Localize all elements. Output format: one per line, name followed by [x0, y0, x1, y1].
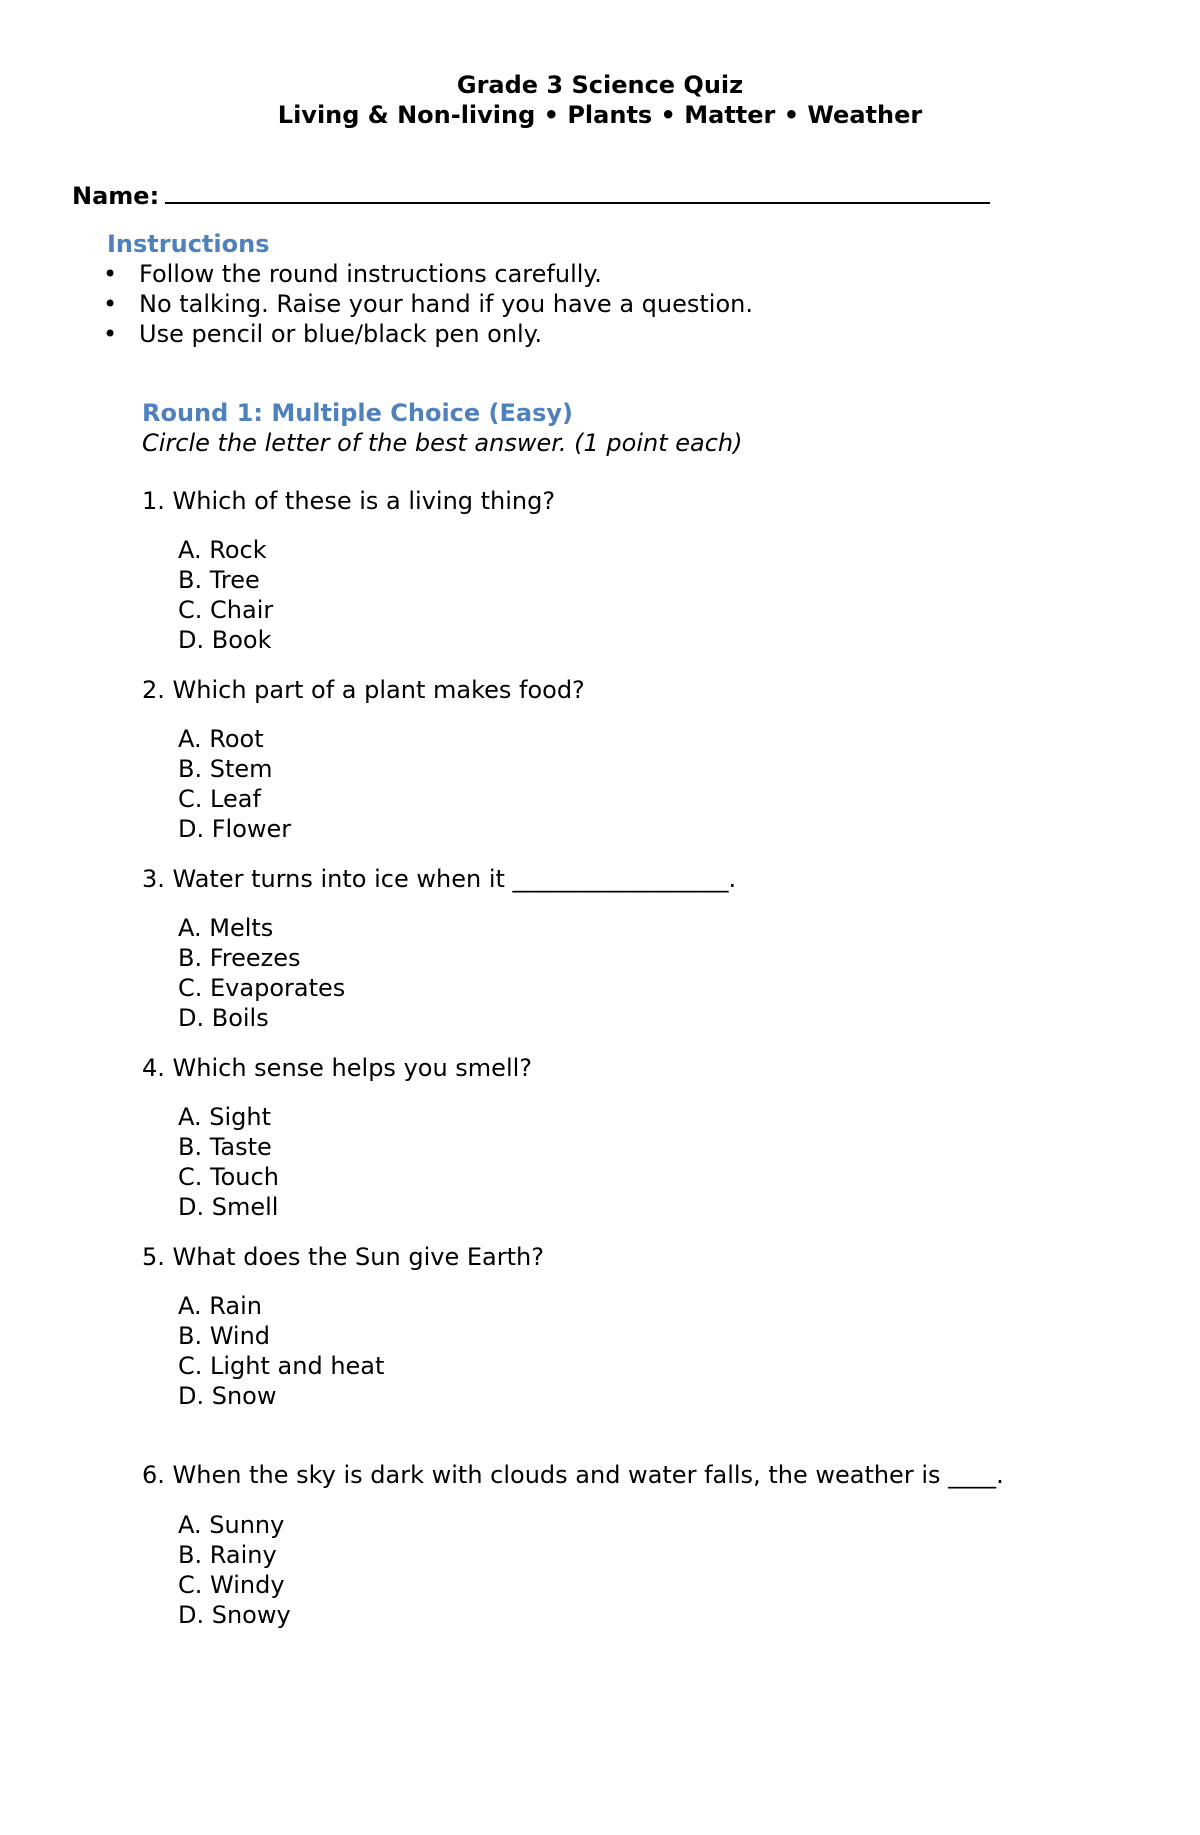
- option[interactable]: A. Sight: [178, 1103, 272, 1131]
- option[interactable]: A. Sunny: [178, 1511, 285, 1539]
- instructions-heading: Instructions: [107, 230, 270, 258]
- option[interactable]: C. Leaf: [178, 785, 261, 813]
- question-1: 1. Which of these is a living thing?: [142, 487, 556, 515]
- instruction-item: • No talking. Raise your hand if you have a question.: [103, 290, 753, 318]
- question-6-options: [178, 1510, 291, 1630]
- option[interactable]: A. Root: [178, 725, 264, 753]
- option[interactable]: D. Flower: [178, 815, 292, 843]
- option[interactable]: C. Light and heat: [178, 1352, 385, 1380]
- option[interactable]: C. Chair: [178, 596, 274, 624]
- instructions-section: [103, 229, 753, 349]
- title-block: [0, 70, 1200, 130]
- bullet-icon: •: [103, 290, 118, 318]
- option[interactable]: B. Tree: [178, 566, 260, 594]
- question-4-options: [178, 1102, 279, 1222]
- option[interactable]: B. Stem: [178, 755, 273, 783]
- question-3: 3. Water turns into ice when it __________________.: [142, 865, 737, 893]
- option[interactable]: D. Snow: [178, 1382, 277, 1410]
- name-blank[interactable]: [165, 180, 990, 204]
- bullet-icon: •: [103, 320, 118, 348]
- question-4: 4. Which sense helps you smell?: [142, 1054, 533, 1082]
- round1-header: [142, 398, 1142, 458]
- instruction-item: • Follow the round instructions carefully.: [103, 260, 602, 288]
- bullet-icon: •: [103, 260, 118, 288]
- instruction-item: • Use pencil or blue/black pen only.: [103, 320, 543, 348]
- option[interactable]: D. Smell: [178, 1193, 279, 1221]
- option[interactable]: C. Evaporates: [178, 974, 346, 1002]
- option[interactable]: A. Rain: [178, 1292, 262, 1320]
- question-6: 6. When the sky is dark with clouds and water falls, the weather is ____.: [142, 1461, 1004, 1489]
- option[interactable]: A. Rock: [178, 536, 267, 564]
- option[interactable]: C. Windy: [178, 1571, 285, 1599]
- option[interactable]: B. Taste: [178, 1133, 272, 1161]
- option[interactable]: D. Snowy: [178, 1601, 291, 1629]
- quiz-subtitle: Living & Non-living • Plants • Matter • Weather: [277, 101, 923, 129]
- question-5-options: [178, 1291, 384, 1411]
- name-label: Name:: [72, 182, 160, 210]
- option[interactable]: B. Wind: [178, 1322, 271, 1350]
- question-5: 5. What does the Sun give Earth?: [142, 1243, 544, 1271]
- option[interactable]: D. Book: [178, 626, 272, 654]
- round1-subheading: Circle the letter of the best answer. (1 point each): [142, 429, 743, 457]
- question-2: 2. Which part of a plant makes food?: [142, 676, 585, 704]
- question-2-options: [178, 724, 291, 844]
- option[interactable]: B. Rainy: [178, 1541, 277, 1569]
- option[interactable]: D. Boils: [178, 1004, 269, 1032]
- option[interactable]: B. Freezes: [178, 944, 301, 972]
- instructions-list: [103, 259, 753, 349]
- option[interactable]: C. Touch: [178, 1163, 279, 1191]
- question-1-options: [178, 535, 273, 655]
- name-line: [72, 180, 990, 211]
- question-3-options: [178, 913, 345, 1033]
- quiz-title: Grade 3 Science Quiz: [456, 71, 744, 99]
- round1-heading: Round 1: Multiple Choice (Easy): [142, 399, 573, 427]
- option[interactable]: A. Melts: [178, 914, 274, 942]
